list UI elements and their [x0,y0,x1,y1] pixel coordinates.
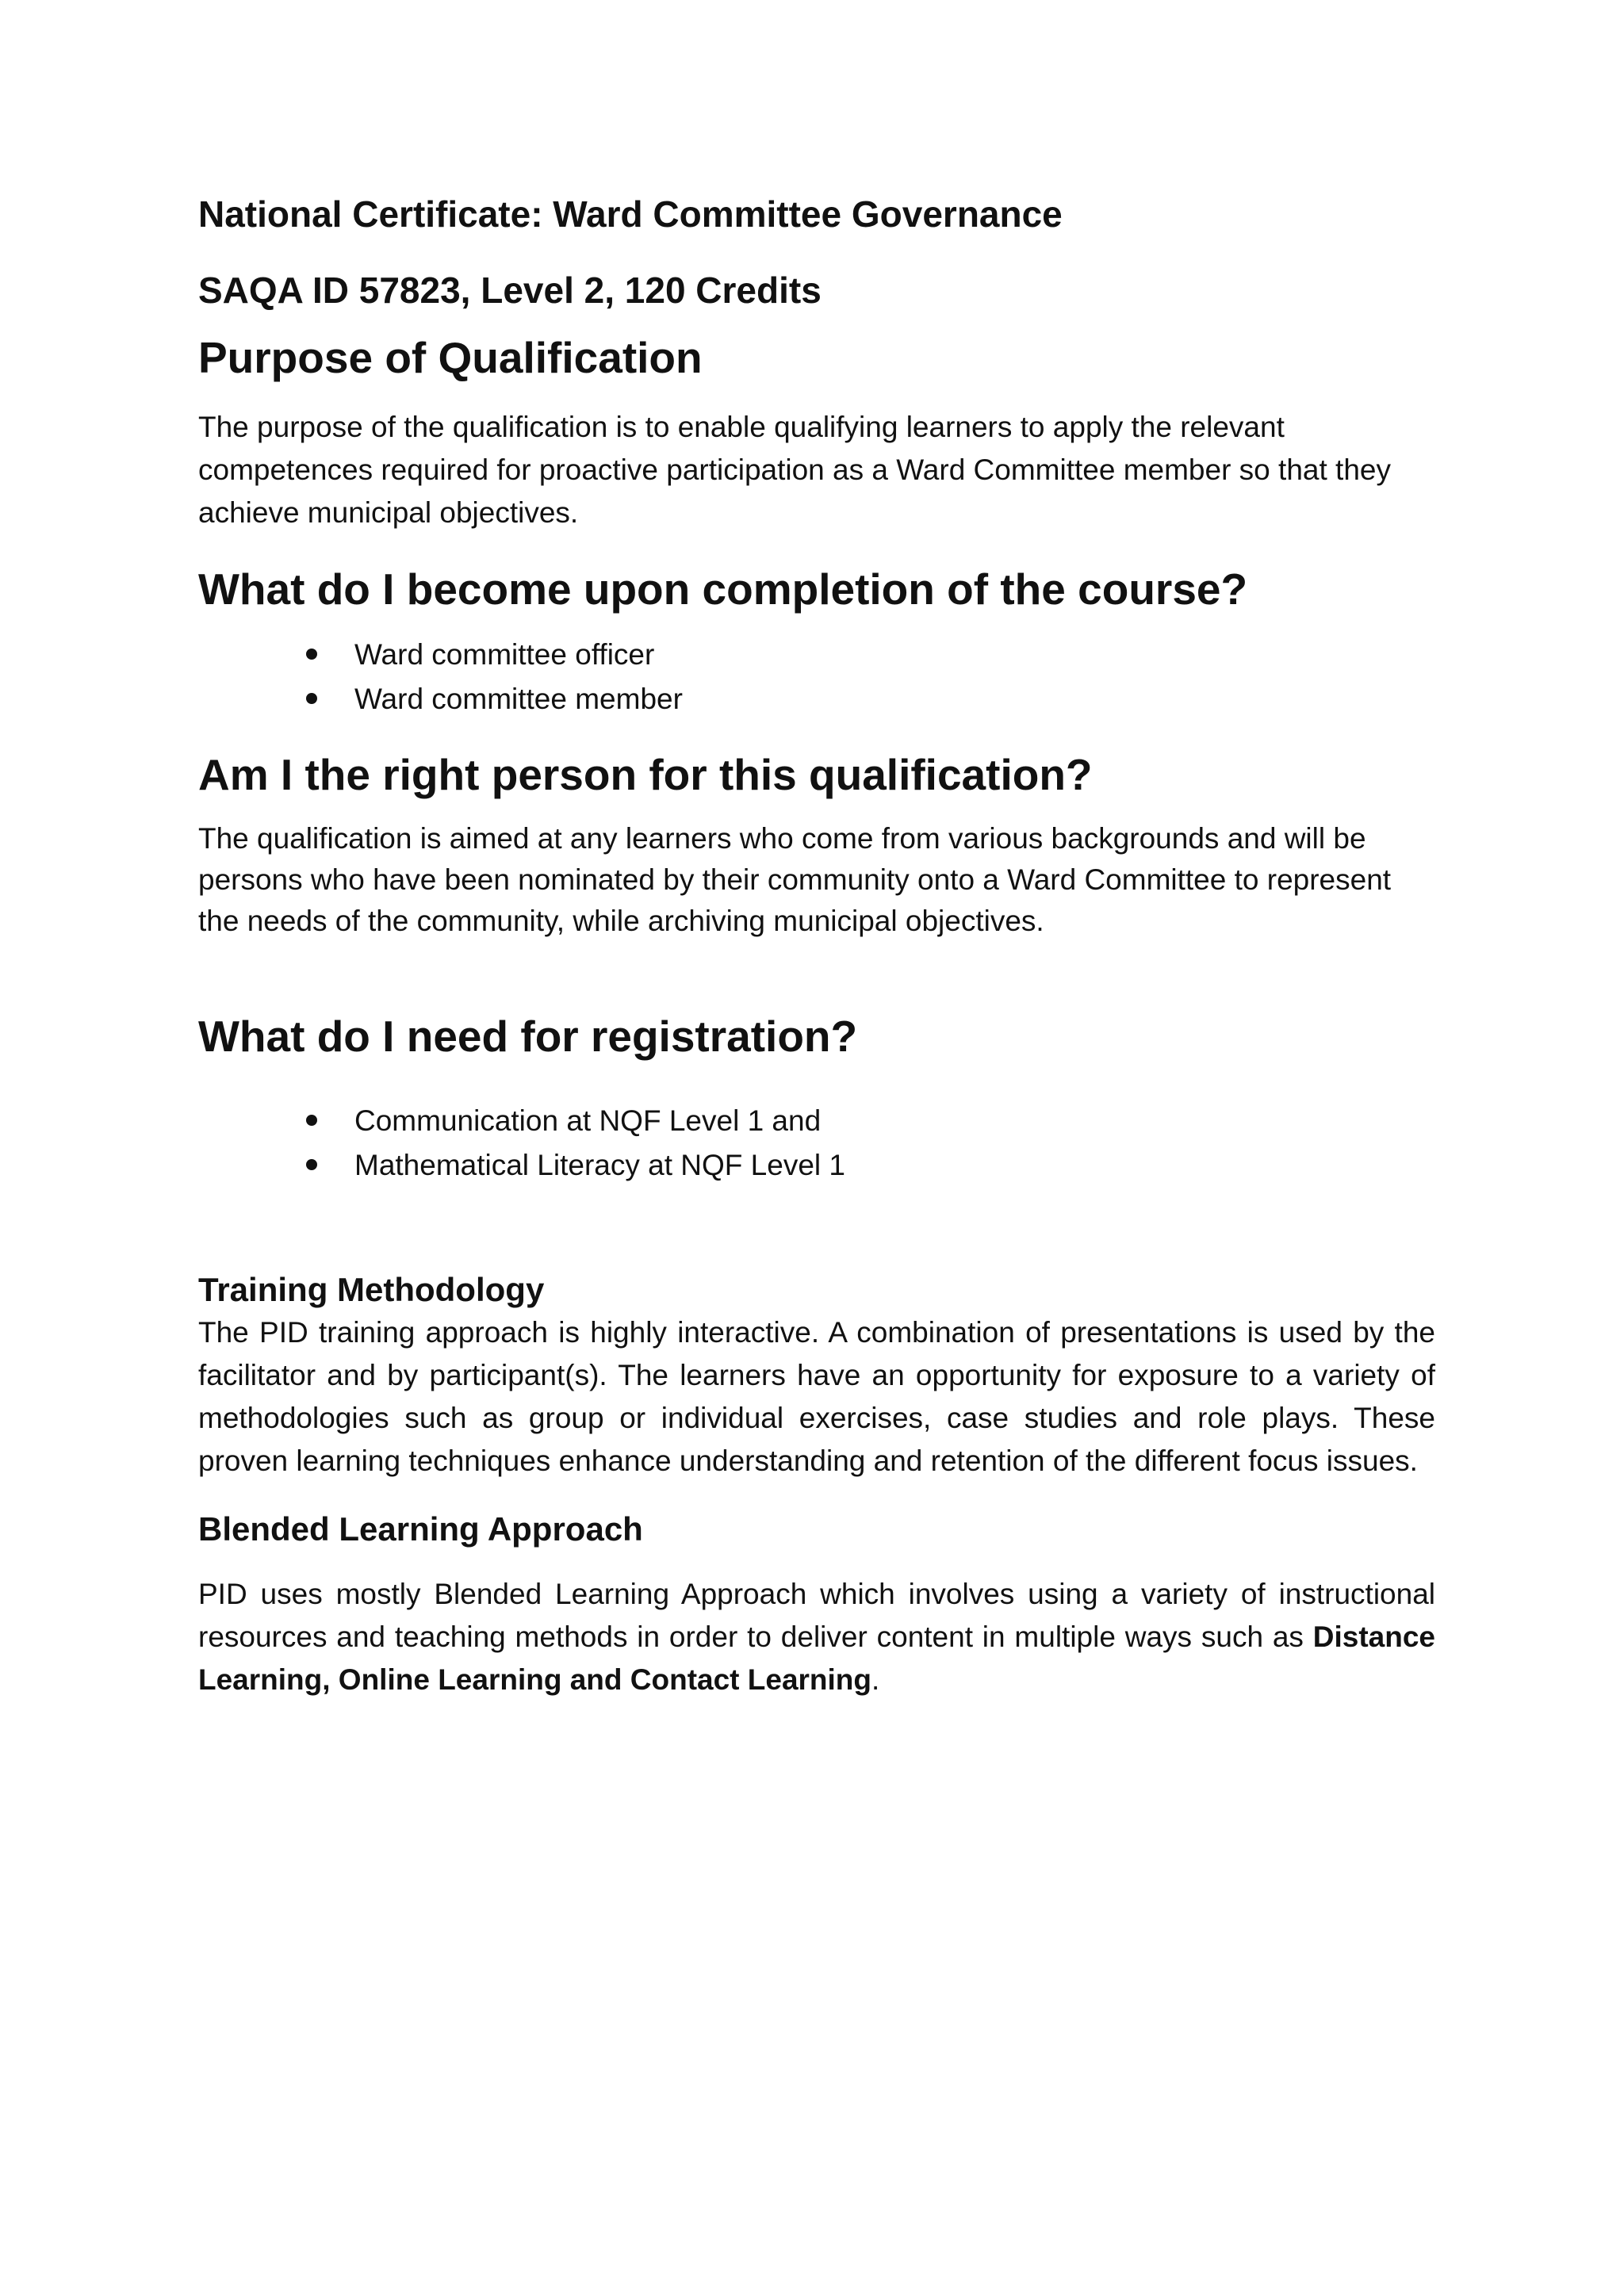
bullet-icon [306,1159,317,1170]
bullet-icon [306,693,317,704]
list-item-label: Mathematical Literacy at NQF Level 1 [354,1149,845,1181]
right-person-heading: Am I the right person for this qualification? [198,750,1093,799]
become-heading: What do I become upon completion of the course? [198,564,1248,614]
list-item [198,1143,1435,1188]
blended-heading: Blended Learning Approach [198,1510,643,1548]
document-title: National Certificate: Ward Committee Governance [198,193,1063,235]
list-item [198,1099,1435,1143]
document-page [198,190,1435,1701]
list-item-label: Ward committee member [354,683,683,715]
registration-heading: What do I need for registration? [198,1012,858,1061]
list-item-label: Communication at NQF Level 1 and [354,1104,822,1137]
list-item-label: Ward committee officer [354,638,655,671]
blended-text-end: . [871,1663,880,1696]
bullet-icon [306,649,317,660]
purpose-heading: Purpose of Qualification [198,333,703,382]
registration-list [198,1099,1435,1188]
training-heading: Training Methodology [198,1271,545,1308]
right-person-text: The qualification is aimed at any learners who come from various backgrounds and will be persons who have been nominated by their community onto a Ward Committee to represent the needs of the community, while archiving municipal objectives. [198,822,1392,937]
list-item [198,677,1435,721]
document-subtitle: SAQA ID 57823, Level 2, 120 Credits [198,270,822,311]
purpose-text: The purpose of the qualification is to enable qualifying learners to apply the relevant competences required for proactive participation as a Ward Committee member so that they achieve municipal objectives. [198,411,1391,529]
blended-text [198,1573,1435,1701]
training-text: The PID training approach is highly interactive. A combination of presentations is used by the facilitator and by participant(s). The learners have an opportunity for exposure to a variety of methodologies such as group or individual exercises, case studies and role plays. These proven learning techniques enhance understanding and retention of the different focus issues. [198,1316,1435,1477]
blended-text-intro: PID uses mostly Blended Learning Approach which involves using a variety of instructional resources and teaching methods in order to deliver content in multiple ways such as [198,1578,1435,1653]
blended-text-methods: Distance Learning, Online Learning and Contact Learning [198,1621,1435,1696]
become-list [198,633,1435,721]
bullet-icon [306,1115,317,1126]
list-item [198,633,1435,677]
